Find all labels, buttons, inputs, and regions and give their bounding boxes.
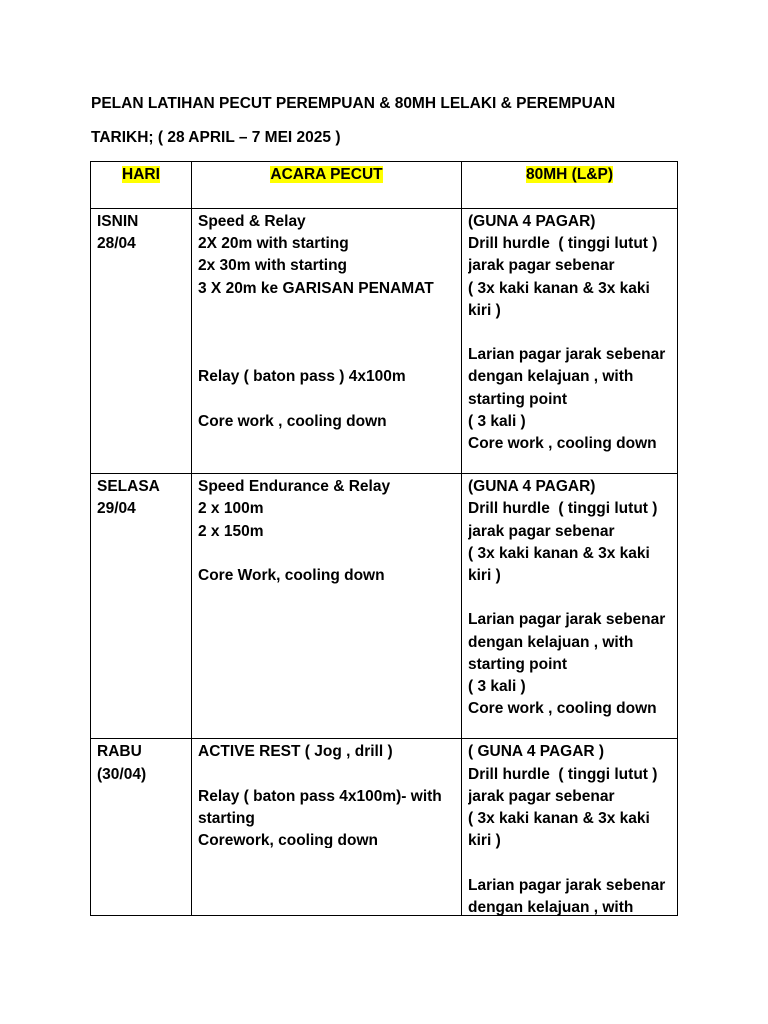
activity-line: Speed Endurance & Relay (198, 478, 391, 496)
acara-pecut-cell (192, 739, 462, 916)
table-body (91, 209, 678, 916)
day-date: 28/04 (97, 235, 136, 253)
activity-line: Corework, cooling down (198, 832, 378, 849)
acara-pecut-cell-content (198, 741, 455, 848)
day-date: 29/04 (97, 500, 136, 518)
activity-line: jarak pagar sebenar (468, 522, 615, 540)
activity-line (198, 764, 455, 786)
day-name: ISNIN (97, 213, 139, 230)
activity-line (198, 344, 455, 366)
activity-line: jarak pagar sebenar (468, 787, 615, 805)
header-80mh-label: 80MH (L&P) (526, 166, 613, 183)
activity-line: 2x 30m with starting (198, 257, 348, 275)
activity-line: (GUNA 4 PAGAR) (468, 478, 596, 496)
activity-line: Relay ( baton pass ) 4x100m (198, 368, 406, 386)
activity-line: ( 3x kaki kanan & 3x kaki kiri ) (468, 810, 655, 850)
activity-line (198, 543, 455, 565)
activity-line: Core work , cooling down (468, 700, 657, 718)
document-date-range: TARIKH; ( 28 APRIL – 7 MEI 2025 ) (91, 129, 341, 146)
activity-line: Larian pagar jarak sebenar dengan kelajuan , with starting point (468, 611, 670, 673)
acara-pecut-cell (192, 209, 462, 474)
activity-line (198, 300, 455, 322)
activity-line: Core Work, cooling down (198, 567, 385, 585)
acara-pecut-cell-content (198, 476, 455, 587)
activity-line: ( 3 kali ) (468, 412, 526, 430)
mh80-cell (462, 474, 678, 739)
activity-line: Speed & Relay (198, 213, 306, 230)
activity-line (198, 322, 455, 344)
table-row (91, 739, 678, 916)
table-row (91, 474, 678, 739)
activity-line: 2 x 150m (198, 522, 264, 540)
header-acara-pecut (192, 162, 462, 209)
activity-line: jarak pagar sebenar (468, 257, 615, 275)
day-cell (91, 209, 192, 474)
header-hari-label: HARI (122, 166, 160, 183)
activity-line: 2X 20m with starting (198, 235, 349, 253)
activity-line: Larian pagar jarak sebenar dengan kelajuan , with (468, 876, 670, 916)
acara-pecut-cell (192, 474, 462, 739)
training-plan-table (90, 161, 678, 916)
activity-line: 2 x 100m (198, 500, 264, 518)
header-80mh (462, 162, 678, 209)
header-acara-pecut-label: ACARA PECUT (270, 166, 383, 183)
activity-line (468, 322, 671, 344)
activity-line: Drill hurdle ( tinggi lutut ) (468, 500, 658, 518)
activity-line: Relay ( baton pass 4x100m)- with starting (198, 787, 447, 828)
activity-line: Core work , cooling down (468, 435, 657, 453)
activity-line: Larian pagar jarak sebenar dengan kelajuan , with starting point (468, 346, 670, 408)
day-date: (30/04) (97, 765, 147, 783)
activity-line: Core work , cooling down (198, 412, 387, 430)
activity-line (468, 852, 671, 874)
acara-pecut-cell-content (198, 211, 455, 433)
activity-line: 3 X 20m ke GARISAN PENAMAT (198, 279, 434, 297)
activity-line: (GUNA 4 PAGAR) (468, 213, 596, 230)
activity-line: ACTIVE REST ( Jog , drill ) (198, 743, 393, 761)
mh80-cell (462, 209, 678, 474)
activity-line: ( 3x kaki kanan & 3x kaki kiri ) (468, 544, 655, 585)
mh80-cell-content (468, 741, 671, 915)
mh80-cell-content (468, 211, 671, 455)
mh80-cell (462, 739, 678, 916)
table-row (91, 209, 678, 474)
activity-line: ( 3x kaki kanan & 3x kaki kiri ) (468, 279, 655, 319)
activity-line: ( GUNA 4 PAGAR ) (468, 743, 605, 761)
activity-line: Drill hurdle ( tinggi lutut ) (468, 235, 658, 253)
day-cell (91, 474, 192, 739)
activity-line (198, 389, 455, 411)
activity-line: Drill hurdle ( tinggi lutut ) (468, 765, 658, 783)
activity-line (468, 587, 671, 609)
day-name: RABU (97, 743, 142, 761)
activity-line: ( 3 kali ) (468, 678, 526, 696)
table-header-row (91, 162, 678, 209)
document-title: PELAN LATIHAN PECUT PEREMPUAN & 80MH LELAKI & PEREMPUAN (91, 95, 616, 112)
day-cell (91, 739, 192, 916)
mh80-cell-content (468, 476, 671, 720)
header-hari (91, 162, 192, 209)
day-name: SELASA (97, 478, 160, 496)
